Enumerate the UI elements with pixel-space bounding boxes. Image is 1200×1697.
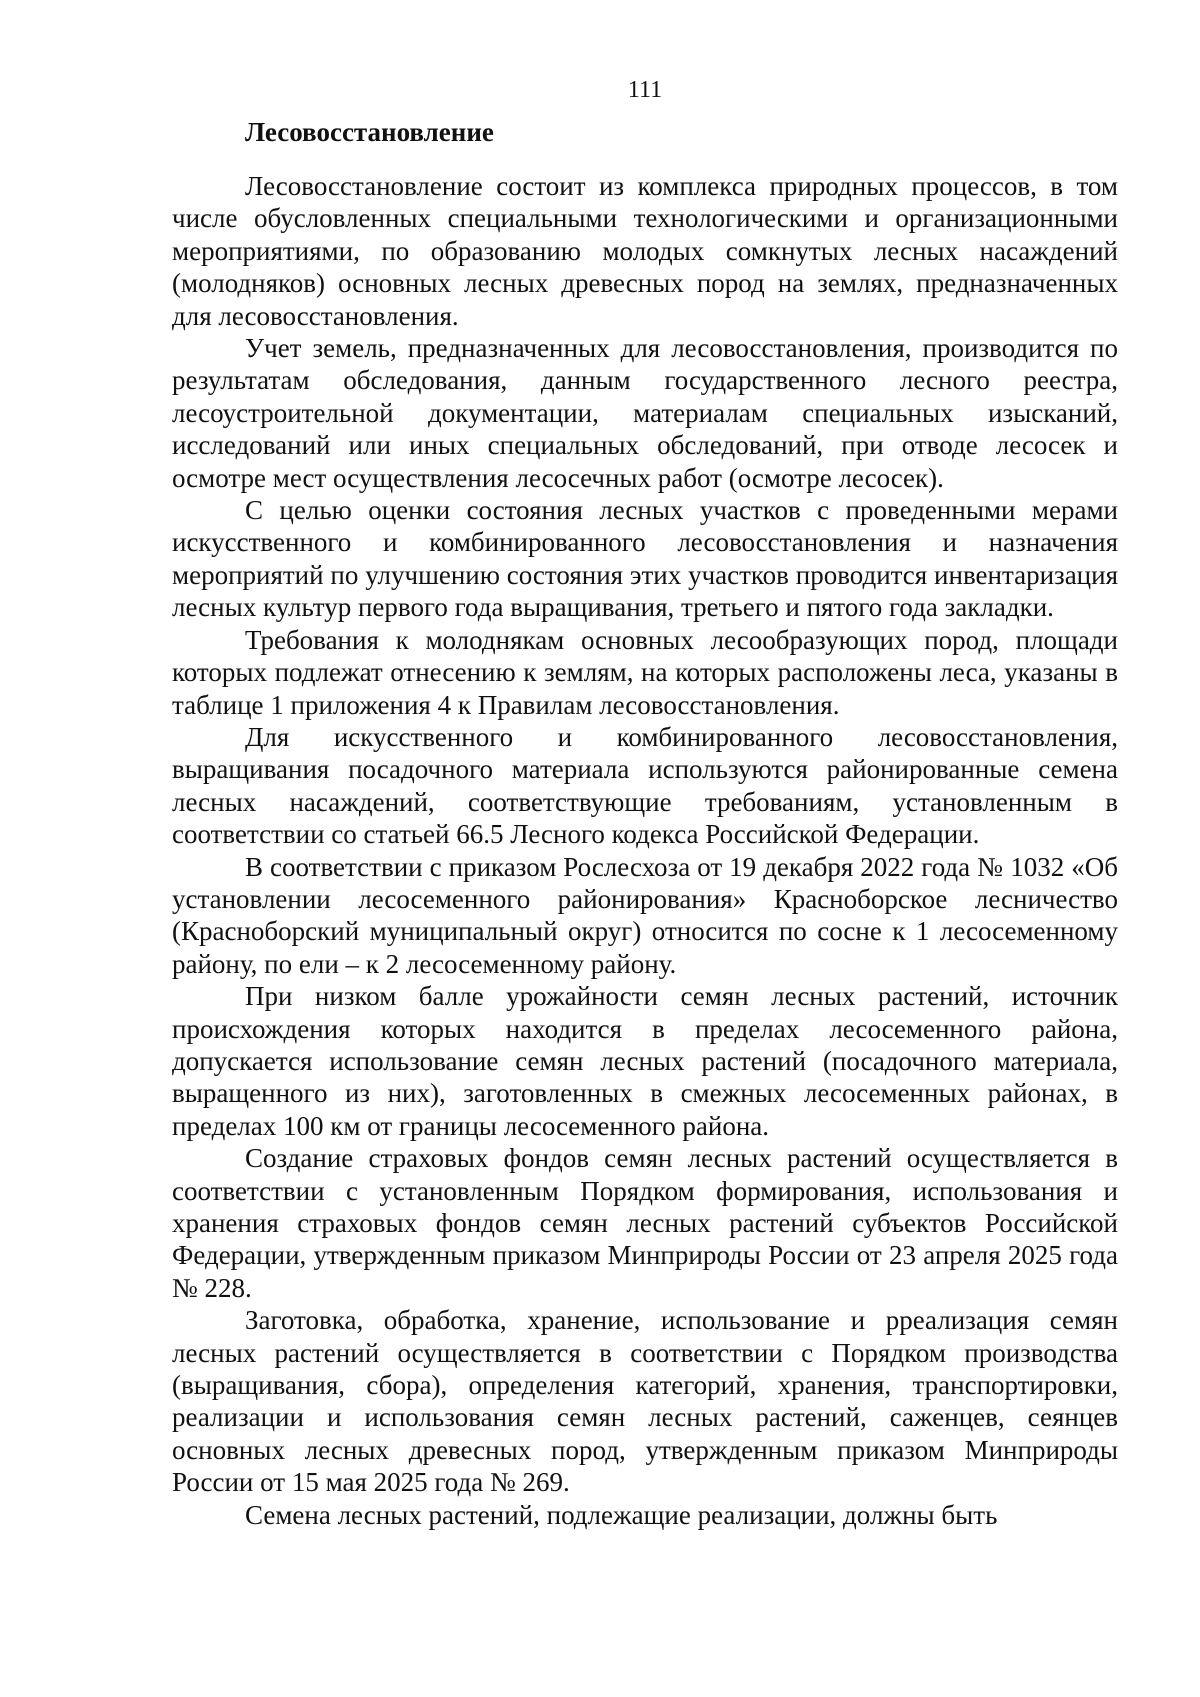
paragraph: Учет земель, предназначенных для лесовосстановления, производится по результатам обследования, данным государственного лесного реестра, лесоустроительной документации, материалам специальных изысканий, исследований или иных специальных обследований, при отводе лесосек и осмотре мест осуществления лесосечных работ (осмотре лесосек). xyxy=(172,333,1118,493)
paragraph: С целью оценки состояния лесных участков с проведенными мерами искусственного и комбинированного лесовосстановления и назначения мероприятий по улучшению состояния этих участков проводится инвентаризация лесных культур первого года выращивания, третьего и пятого года закладки. xyxy=(172,495,1118,623)
section-heading: Лесовосстановление xyxy=(245,117,494,147)
document-body xyxy=(172,116,1118,1531)
paragraph: Требования к молоднякам основных лесообразующих пород, площади которых подлежат отнесению к землям, на которых расположены леса, указаны в таблице 1 приложения 4 к Правилам лесовосстановления. xyxy=(172,624,1118,720)
paragraph: В соответствии с приказом Рослесхоза от 19 декабря 2022 года № 1032 «Об установлении лесосеменного районирования» Красноборское лесничество (Красноборский муниципальный округ) относится по сосне к 1 лесосеменному району, по ели – к 2 лесосеменному району. xyxy=(172,851,1118,979)
page-number: 111 xyxy=(627,77,663,103)
paragraph: При низком балле урожайности семян лесных растений, источник происхождения которых находится в пределах лесосеменного района, допускается использование семян лесных растений (посадочного материала, выращенного из них), заготовленных в смежных лесосеменных районах, в пределах 100 км от границы лесосеменного района. xyxy=(172,981,1118,1141)
paragraph: Лесовосстановление состоит из комплекса природных процессов, в том числе обусловленных специальными технологическими и организационными мероприятиями, по образованию молодых сомкнутых лесных насаждений (молодняков) основных лесных древесных пород на землях, предназначенных для лесовосстановления. xyxy=(172,171,1118,331)
paragraph: Создание страховых фондов семян лесных растений осуществляется в соответствии с установленным Порядком формирования, использования и хранения страховых фондов семян лесных растений субъектов Российской Федерации, утвержденным приказом Минприроды России от 23 апреля 2025 года № 228. xyxy=(172,1143,1118,1303)
paragraph-continued: Семена лесных растений, подлежащие реализации, должны быть xyxy=(245,1499,998,1530)
paragraph: Для искусственного и комбинированного лесовосстановления, выращивания посадочного материала используются районированные семена лесных насаждений, соответствующие требованиям, установленным в соответствии со статьей 66.5 Лесного кодекса Российской Федерации. xyxy=(172,721,1118,850)
paragraph: Заготовка, обработка, хранение, использование и рреализация семян лесных растений осуществляется в соответствии с Порядком производства (выращивания, сбора), определения категорий, хранения, транспортировки, реализации и использования семян лесных растений, саженцев, сеянцев основных лесных древесных пород, утвержденным приказом Минприроды России от 15 мая 2025 года № 269. xyxy=(172,1305,1118,1498)
